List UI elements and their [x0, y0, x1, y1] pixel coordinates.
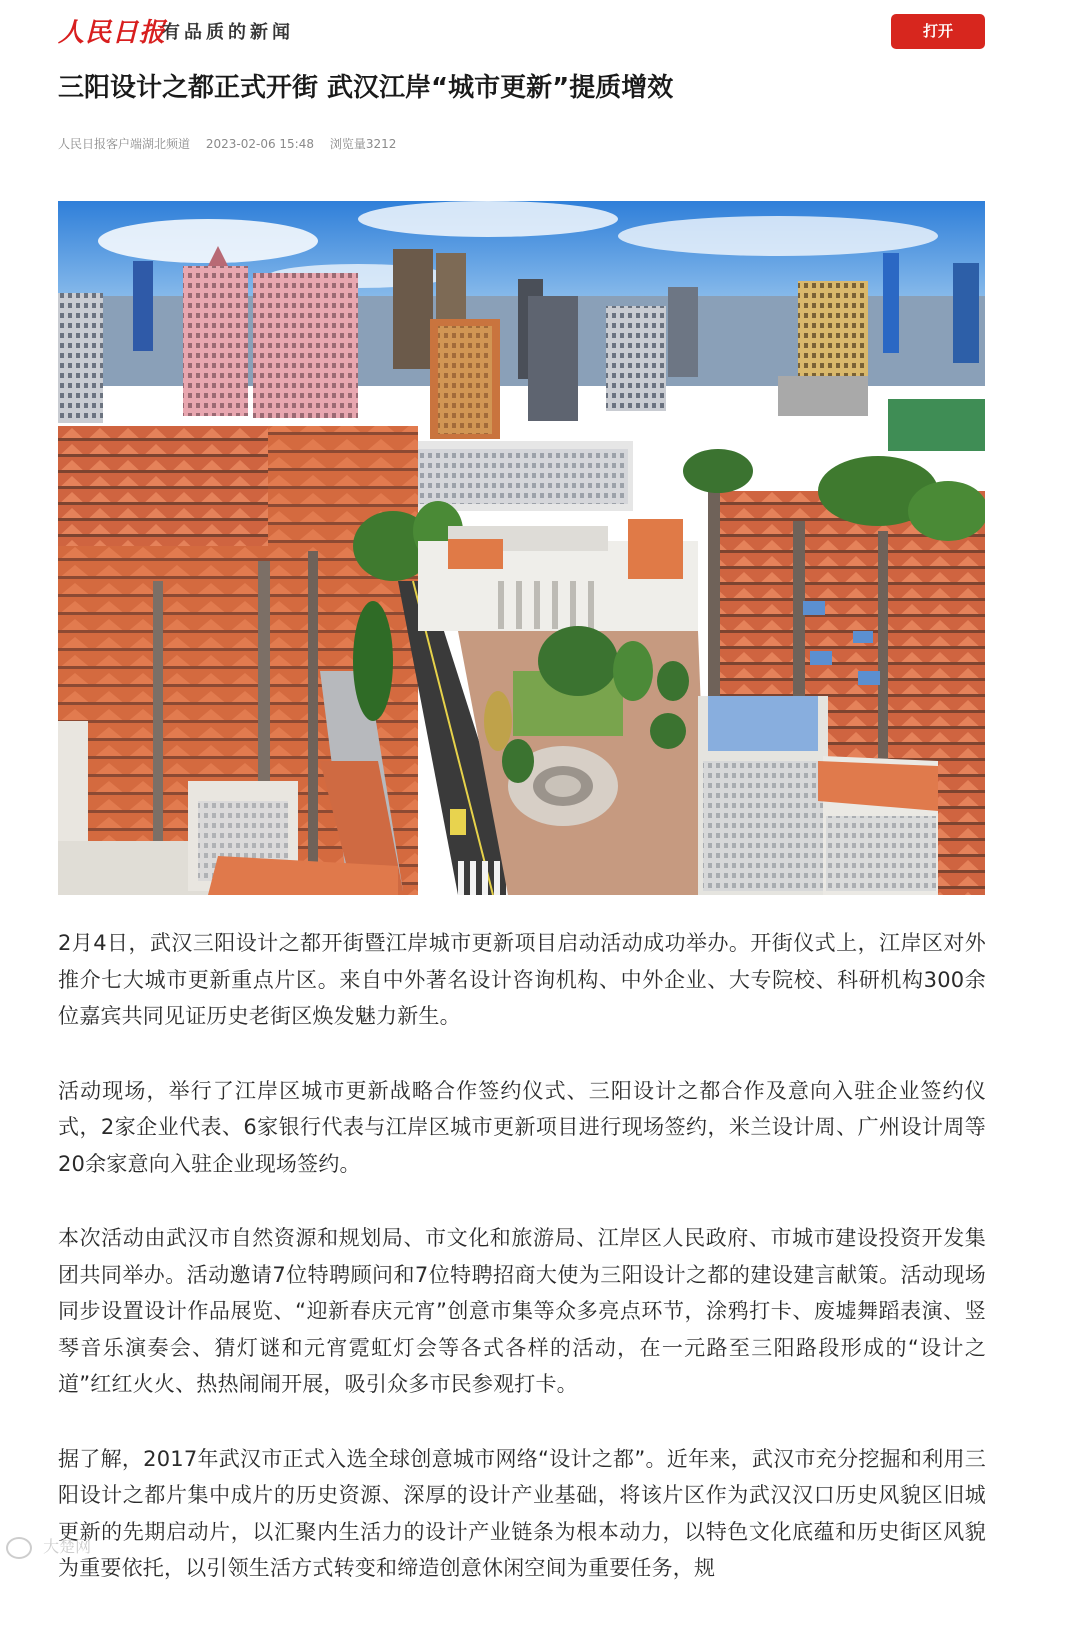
watermark [6, 1534, 91, 1559]
app-header [58, 14, 985, 54]
article-views: 浏览量3212 [329, 137, 397, 151]
header-slogan: 有品质的新闻 [162, 22, 294, 43]
article-body [58, 925, 986, 1625]
article-paragraph: 据了解，2017年武汉市正式入选全球创意城市网络“设计之都”。近年来，武汉市充分挖掘和利用三阳设计之都片集中成片的历史资源、深厚的设计产业基础，将该片区作为武汉汉口历史风貌区旧城更新的先期启动片，以汇聚内生活力的设计产业链条为根本动力，以特色文化底蕴和历史街区风貌为重要依托，以引领生活方式转变和缔造创意休闲空间为重要任务，规 [58, 1446, 986, 1580]
article-title: 三阳设计之都正式开街 武汉江岸“城市更新”提质增效 [58, 73, 674, 103]
article-paragraph: 活动现场，举行了江岸区城市更新战略合作签约仪式、三阳设计之都合作及意向入驻企业签约仪式，2家企业代表、6家银行代表与江岸区城市更新项目进行现场签约，米兰设计周、广州设计周等20余家意向入驻企业现场签约。 [58, 1078, 986, 1176]
watermark-text: 大楚网 [43, 1537, 92, 1556]
article-source: 人民日报客户端湖北频道 [58, 137, 191, 151]
watermark-logo-icon [6, 1537, 32, 1559]
article-date: 2023-02-06 15:48 [205, 137, 314, 151]
article-paragraph: 2月4日，武汉三阳设计之都开街暨江岸城市更新项目启动活动成功举办。开街仪式上，江岸区对外推介七大城市更新重点片区。来自中外著名设计咨询机构、中外企业、大专院校、科研机构300余位嘉宾共同见证历史老街区焕发魅力新生。 [58, 931, 986, 1028]
people-daily-logo[interactable]: 人民日报 [58, 18, 167, 48]
article-meta [58, 136, 408, 152]
hero-image-aerial-city[interactable] [58, 201, 985, 895]
open-app-button[interactable]: 打开 [891, 14, 985, 49]
article-paragraph: 本次活动由武汉市自然资源和规划局、市文化和旅游局、江岸区人民政府、市城市建设投资开发集团共同举办。活动邀请7位特聘顾问和7位特聘招商大使为三阳设计之都的建设建言献策。活动现场同步设置设计作品展览、“迎新春庆元宵”创意市集等众多亮点环节，涂鸦打卡、废墟舞蹈表演、竖琴音乐演奏会、猜灯谜和元宵霓虹灯会等各式各样的活动，在一元路至三阳路段形成的“设计之道”红红火火、热热闹闹开展，吸引众多市民参观打卡。 [58, 1226, 986, 1396]
aerial-city-illustration [58, 201, 985, 895]
